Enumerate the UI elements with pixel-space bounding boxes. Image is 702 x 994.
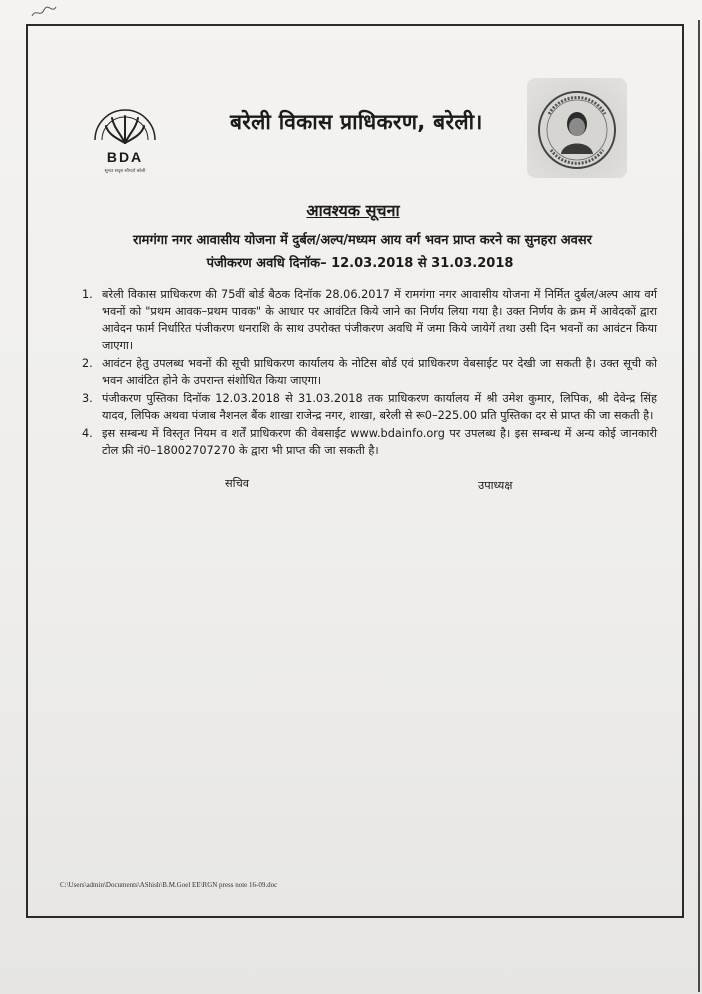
bda-logo-icon xyxy=(80,88,170,183)
portrait-seal xyxy=(527,78,627,178)
item-text: पंजीकरण पुस्तिका दिनॉक 12.03.2018 से 31.03.2018 तक प्राधिकरण कार्यालय में श्री उमेश कुमार, लिपिक, श्री देवेन्द्र सिंह यादव, लिपिक अथवा पंजाब नैशनल बैंक शाखा राजेन्द्र नगर, शाखा, बरेली से रू0–225.00 प्रति पुस्तिका दर से प्राप्त की जा सकती है। xyxy=(102,392,657,422)
item-number: 3. xyxy=(82,392,93,405)
notice-subheading-scheme: रामगंगा नगर आवासीय योजना में दुर्बल/अल्प/मध्यम आय वर्ग भवन प्राप्त करने का सुनहरा अवसर xyxy=(133,233,592,248)
item-text: इस सम्बन्ध में विस्तृत नियम व शर्तें प्राधिकरण की वेबसाईट www.bdainfo.org पर उपलब्ध है। इस सम्बन्ध में अन्य कोई जानकारी टोल फ्री नं0–18002707270 के द्वारा भी प्राप्त की जा सकती है। xyxy=(102,427,657,457)
list-item xyxy=(82,355,657,389)
item-text: बरेली विकास प्राधिकरण की 75वीं बोर्ड बैठक दिनॉक 28.06.2017 में रामगंगा नगर आवासीय योजना में निर्मित दुर्बल/अल्प आय वर्ग भवनों को "प्रथम आवक–प्रथम पावक" के आधार पर आवंटित किये जाने का निर्णय लिया गया है। उक्त निर्णय के क्रम में आवेदकों द्वारा आवेदन फार्म निर्धारित पंजीकरण धनराशि के साथ उपरोक्त पंजीकरण अवधि में जमा किये जायेगें तथा उसी दिन भवनों का आवंटन किया जाएगा। xyxy=(102,288,657,352)
logo-tagline: सुन्दर सदृश सौन्दर्य बरेली xyxy=(104,169,146,174)
pen-scribble-mark xyxy=(30,4,58,20)
portrait-icon xyxy=(527,78,627,178)
item-number: 2. xyxy=(82,357,93,370)
notice-items-list xyxy=(82,286,657,460)
list-item xyxy=(82,425,657,459)
notice-title: आवश्यक सूचना xyxy=(306,201,400,220)
notice-subheading-period: पंजीकरण अवधि दिनॉक– 12.03.2018 से 31.03.2018 xyxy=(206,256,514,271)
file-path-footer: C:\Users\admin\Documents\AShish\B.M.Goel EE\RGN press note 16-09.doc xyxy=(60,881,278,889)
item-number: 4. xyxy=(82,427,93,440)
signature-vice-chairman: उपाध्यक्ष xyxy=(478,479,513,492)
item-number: 1. xyxy=(82,288,93,301)
list-item xyxy=(82,390,657,424)
logo-abbr: BDA xyxy=(106,149,144,165)
authority-title: बरेली विकास प्राधिकरण, बरेली। xyxy=(230,110,483,134)
signature-secretary: सचिव xyxy=(225,477,250,490)
item-text: आवंटन हेतु उपलब्ध भवनों की सूची प्राधिकरण कार्यालय के नोटिस बोर्ड एवं प्राधिकरण वेबसाईट पर देखी जा सकती है। उक्त सूची को भवन आवंटित होने के उपरान्त संशोधित किया जाएगा। xyxy=(102,357,657,387)
list-item xyxy=(82,286,657,354)
